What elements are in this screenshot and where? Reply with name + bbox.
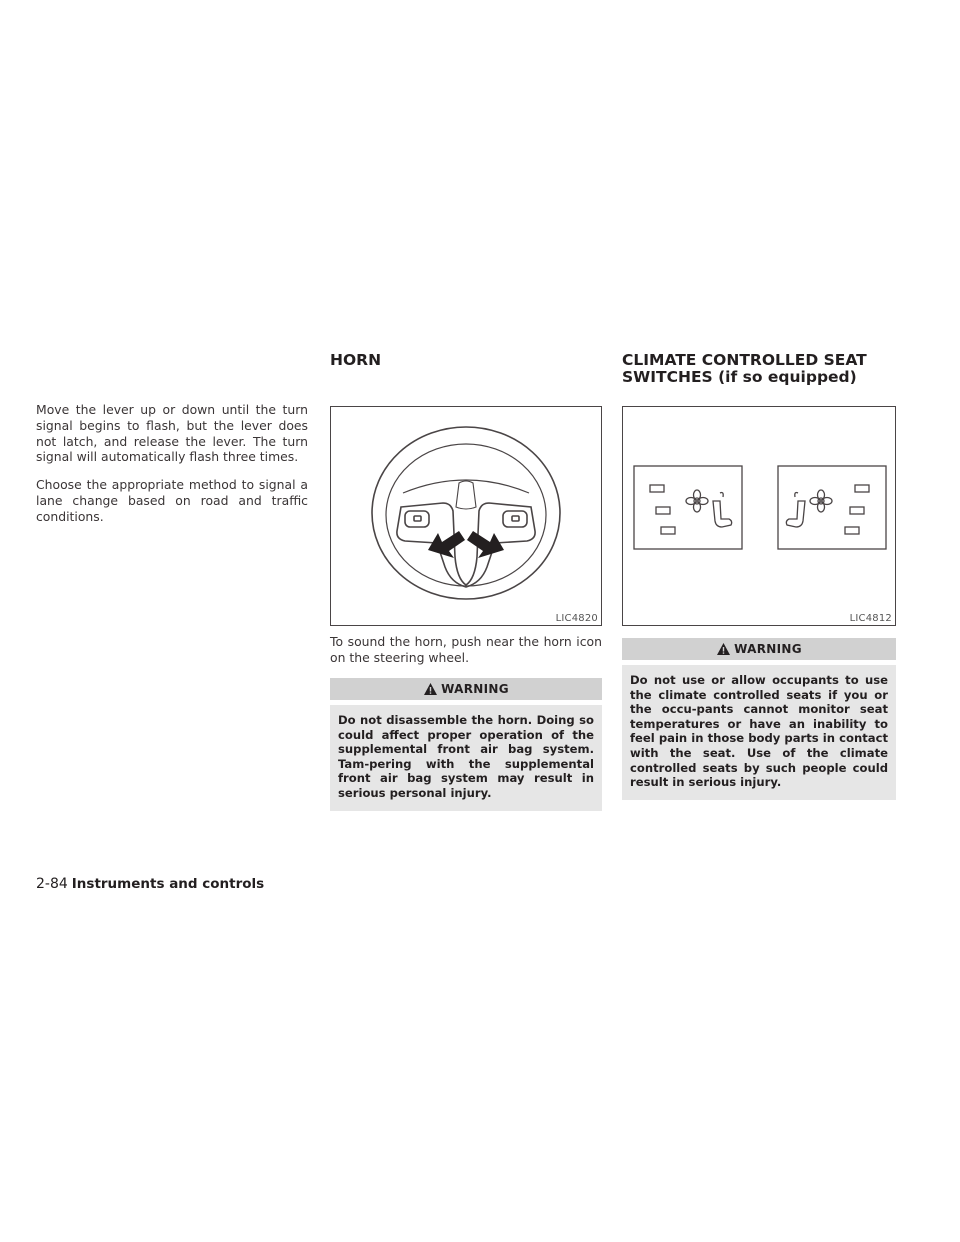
horn-figure [330, 406, 602, 626]
horn-figure-label: LIC4820 [555, 613, 598, 624]
climate-seat-title-line1: CLIMATE CONTROLLED SEAT [622, 351, 867, 369]
climate-figure-label: LIC4812 [849, 613, 892, 624]
lane-change-paragraph: Choose the appropriate method to signal a lane change based on road and traffic conditions. [36, 477, 308, 524]
horn-title: HORN [330, 351, 382, 369]
climate-warning-box [622, 638, 896, 800]
seat-switch-illustration [623, 407, 895, 625]
steering-wheel-illustration [331, 407, 601, 625]
page-number: 2-84 [36, 876, 68, 892]
climate-warning-text: Do not use or allow occupants to use the climate controlled seats if you or the occu-pants cannot monitor seat temperatures or have an inability to feel pain in those body parts in contact with the seat. Use of the climate controlled seats by such people could result in serious injury. [622, 665, 896, 800]
horn-warning-text: Do not disassemble the horn. Doing so could affect proper operation of the supplemental front air bag system. Tam-pering with the supplemental front air bag system may result in serious personal injury. [330, 705, 602, 811]
chapter-title: Instruments and controls [71, 876, 265, 892]
climate-seat-figure [622, 406, 896, 626]
horn-warning-box [330, 678, 602, 811]
climate-warning-header [622, 638, 896, 660]
horn-instruction: To sound the horn, push near the horn icon on the steering wheel. [330, 634, 602, 665]
climate-warning-label: WARNING [734, 642, 802, 656]
warning-triangle-icon [423, 682, 438, 696]
left-column [36, 402, 308, 537]
warning-triangle-icon [716, 642, 731, 656]
page-footer [36, 876, 264, 892]
horn-warning-label: WARNING [441, 682, 509, 696]
horn-warning-header [330, 678, 602, 700]
climate-seat-title [622, 352, 867, 386]
climate-seat-title-line2: SWITCHES (if so equipped) [622, 368, 857, 386]
turn-signal-paragraph: Move the lever up or down until the turn signal begins to flash, but the lever does not latch, and release the lever. The turn signal will automatically flash three times. [36, 402, 308, 465]
